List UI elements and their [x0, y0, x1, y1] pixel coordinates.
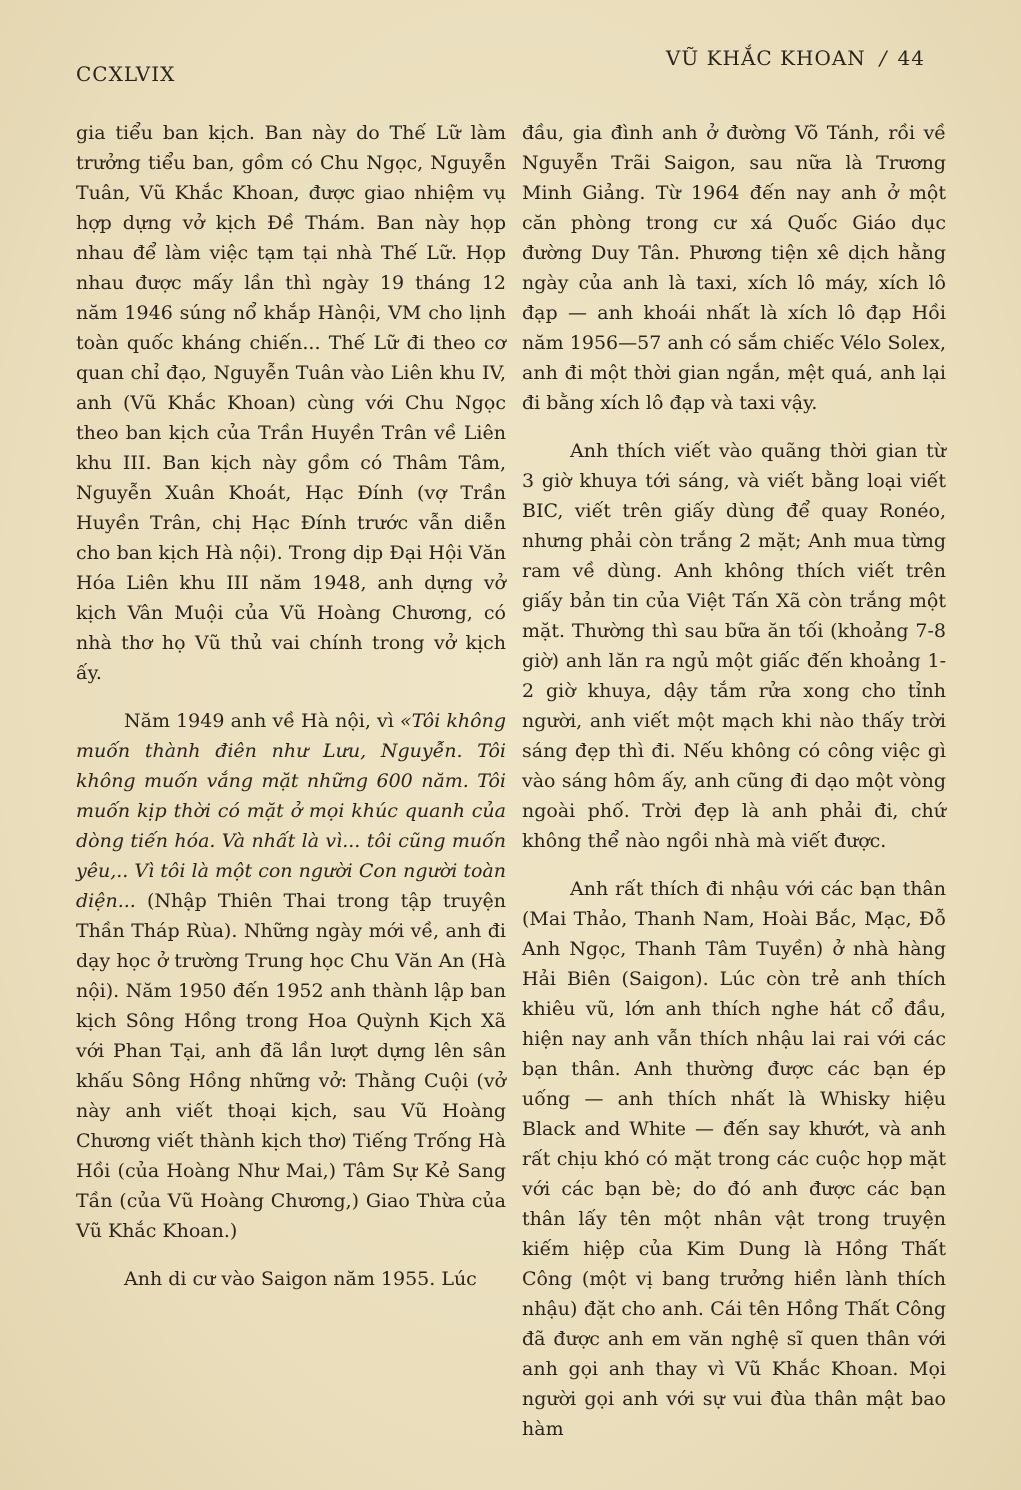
author-name: VŨ KHẮC KHOAN — [665, 46, 866, 70]
right-column — [522, 118, 946, 1462]
left-column — [76, 118, 506, 1312]
paragraph: đầu, gia đình anh ở đường Võ Tánh, rồi về Nguyễn Trãi Saigon, sau nữa là Trương Minh Giảng. Từ 1964 đến nay anh ở một căn phòng trong cư xá Quốc Giáo dục đường Duy Tân. Phương tiện xê dịch hằng ngày của anh là taxi, xích lô máy, xích lô đạp — anh khoái nhất là xích lô đạp Hồi năm 1956—57 anh có sắm chiếc Vélo Solex, anh đi một thời gian ngắn, mệt quá, anh lại đi bằng xích lô đạp và taxi vậy. — [522, 122, 946, 414]
page-code: CCXLVIX — [76, 62, 176, 86]
paragraph-lead: Năm 1949 anh về Hà nội, vì — [124, 710, 400, 732]
paragraph: gia tiểu ban kịch. Ban này do Thế Lữ làm trưởng tiểu ban, gồm có Chu Ngọc, Nguyễn Tuân, Vũ Khắc Khoan, được giao nhiệm vụ hợp dựng vở kịch Đề Thám. Ban này họp nhau để làm việc tạm tại nhà Thế Lữ. Họp nhau được mấy lần thì ngày 19 tháng 12 năm 1946 súng nổ khắp Hànội, VM cho lịnh toàn quốc kháng chiến... Thế Lữ đi theo cơ quan chỉ đạo, Nguyễn Tuân vào Liên khu IV, anh (Vũ Khắc Khoan) cùng với Chu Ngọc theo ban kịch của Trần Huyền Trân về Liên khu III. Ban kịch này gồm có Thâm Tâm, Nguyễn Xuân Khoát, Hạc Đính (vợ Trần Huyền Trân, chị Hạc Đính trước vẫn diễn cho ban kịch Hà nội). Trong dịp Đại Hội Văn Hóa Liên khu III năm 1948, anh dựng vở kịch Vân Muội của Vũ Hoàng Chương, có nhà thơ họ Vũ thủ vai chính trong vở kịch ấy. — [76, 122, 506, 684]
paragraph-rest: (Nhập Thiên Thai trong tập truyện Thần Tháp Rùa). Những ngày mới về, anh đi dạy học ở trường Trung học Chu Văn An (Hà nội). Năm 1950 đến 1952 anh thành lập ban kịch Sông Hồng trong Hoa Quỳnh Kịch Xã với Phan Tại, anh đã lần lượt dựng lên sân khấu Sông Hồng những vở: Thằng Cuội (vở này anh viết thoại kịch, sau Vũ Hoàng Chương viết thành kịch thơ) Tiếng Trống Hà Hồi (của Hoàng Như Mai,) Tâm Sự Kẻ Sang Tần (của Vũ Hoàng Chương,) Giao Thừa của Vũ Khắc Khoan.) — [76, 890, 506, 1242]
paragraph: Anh di cư vào Saigon năm 1955. Lúc — [124, 1268, 477, 1290]
paragraph — [76, 706, 506, 1246]
paragraph: Anh rất thích đi nhậu với các bạn thân (Mai Thảo, Thanh Nam, Hoài Bắc, Mạc, Đỗ Anh Ngọc, Thanh Tâm Tuyền) ở nhà hàng Hải Biên (Saigon). Lúc còn trẻ anh thích khiêu vũ, lớn anh thích nghe hát cổ đầu, hiện nay anh vẫn thích nhậu lai rai với các bạn thân. Anh thường được các bạn ép uống — anh thích nhất là Whisky hiệu Black and White — đến say khướt, và anh rất chịu khó có mặt trong các cuộc họp mặt với các bạn bè; do đó anh được các bạn thân lấy tên một nhân vật trong truyện kiếm hiệp của Kim Dung là Hồng Thất Công (một vị bang trưởng hiền lành thích nhậu) đặt cho anh. Cái tên Hồng Thất Công đã được anh em văn nghệ sĩ quen thân với anh gọi anh thay vì Vũ Khắc Khoan. Mọi người gọi anh với sự vui đùa thân mật bao hàm — [522, 878, 946, 1440]
page-number: 44 — [897, 46, 925, 70]
paragraph: Anh thích viết vào quãng thời gian từ 3 giờ khuya tới sáng, và viết bằng loại viết BIC, viết trên giấy dùng để quay Ronéo, nhưng phải còn trắng 2 mặt; Anh mua từng ram về dùng. Anh không thích viết trên giấy bản tin của Việt Tấn Xã còn trắng một mặt. Thường thì sau bữa ăn tối (khoảng 7-8 giờ) anh lăn ra ngủ một giấc đến khoảng 1-2 giờ khuya, dậy tắm rửa xong cho tỉnh người, anh viết một mạch khi nào thấy trời sáng đẹp thì đi. Nếu không có công việc gì vào sáng hôm ấy, anh cũng đi dạo một vòng ngoài phố. Trời đẹp là anh phải đi, chứ không thể nào ngồi nhà mà viết được. — [522, 440, 946, 852]
running-header — [666, 46, 925, 70]
header-separator: / — [879, 46, 888, 70]
quotation: «Tôi không muốn thành điên như Lưu, Nguyễn. Tôi không muốn vắng mặt những 600 năm. Tôi muốn kịp thời có mặt ở mọi khúc quanh của dòng tiến hóa. Và nhất là vì... tôi cũng muốn yêu,.. Vì tôi là một con người Con người toàn diện... — [76, 710, 507, 912]
